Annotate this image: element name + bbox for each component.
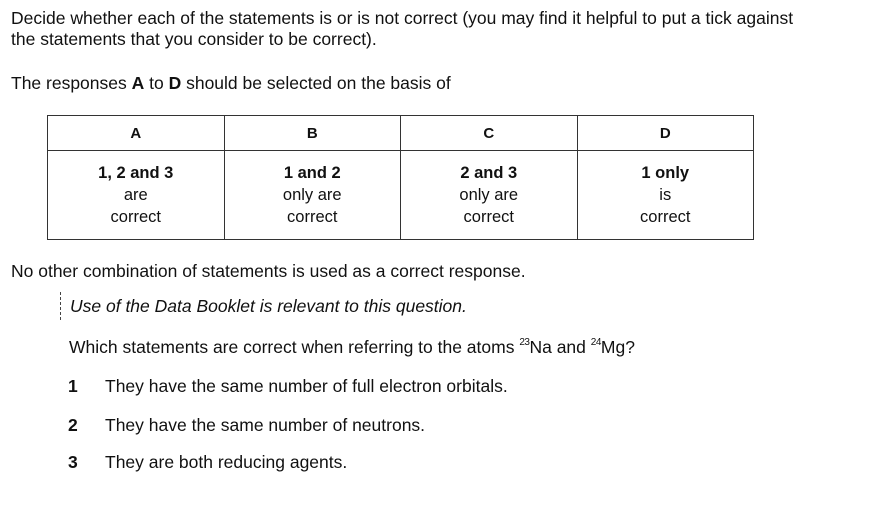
instructions-line-2: the statements that you consider to be correct). bbox=[11, 29, 377, 49]
statement-2-text: They have the same number of neutrons. bbox=[105, 415, 426, 435]
instructions-line-1: Decide whether each of the statements is or is not correct (you may find it helpful to put a tick against bbox=[11, 8, 794, 28]
basis-suffix: should be selected on the basis of bbox=[181, 73, 451, 93]
magnesium-symbol: Mg? bbox=[600, 337, 635, 357]
question-and: and bbox=[551, 337, 591, 357]
response-c-line-1: 2 and 3 bbox=[460, 164, 518, 182]
response-d-line-2: is bbox=[659, 186, 672, 204]
response-header-b: B bbox=[224, 116, 401, 151]
response-a-line-2: are bbox=[123, 186, 148, 204]
basis-letter-a: A bbox=[131, 73, 145, 93]
response-b-line-1: 1 and 2 bbox=[283, 164, 341, 182]
response-cell-c bbox=[401, 151, 578, 240]
response-body-row bbox=[48, 151, 754, 240]
response-header-c: C bbox=[401, 116, 578, 151]
response-d-line-1: 1 only bbox=[641, 164, 690, 182]
response-a-line-3: correct bbox=[110, 208, 161, 226]
basis-to: to bbox=[144, 73, 169, 93]
response-a-line-1: 1, 2 and 3 bbox=[98, 164, 174, 182]
magnesium-mass-number: 24 bbox=[590, 337, 601, 348]
response-key-table bbox=[47, 115, 754, 240]
instructions bbox=[11, 8, 871, 50]
basis-prefix: The responses bbox=[11, 73, 132, 93]
question-text bbox=[69, 337, 635, 361]
statement-1-text: They have the same number of full electron orbitals. bbox=[105, 376, 508, 396]
no-other-combination-note: No other combination of statements is used as a correct response. bbox=[11, 261, 526, 281]
sodium-mass-number: 23 bbox=[519, 337, 530, 348]
response-header-a: A bbox=[48, 116, 225, 151]
response-header-d: D bbox=[577, 116, 754, 151]
data-booklet-note: Use of the Data Booklet is relevant to this question. bbox=[70, 296, 467, 316]
basis-sentence bbox=[11, 73, 451, 94]
response-cell-d bbox=[577, 151, 754, 240]
statement-1-number: 1 bbox=[68, 376, 78, 396]
response-c-line-2: only are bbox=[459, 186, 519, 204]
response-b-line-3: correct bbox=[287, 208, 338, 226]
response-header-row bbox=[48, 116, 754, 151]
response-c-line-3: correct bbox=[463, 208, 514, 226]
sodium-symbol: Na bbox=[529, 337, 552, 357]
statement-2-number: 2 bbox=[68, 415, 78, 435]
response-b-line-2: only are bbox=[282, 186, 342, 204]
margin-dash-line bbox=[60, 292, 61, 320]
response-d-line-3: correct bbox=[640, 208, 691, 226]
statement-3-number: 3 bbox=[68, 452, 78, 472]
question-prefix: Which statements are correct when referring to the atoms bbox=[69, 337, 520, 357]
response-cell-b bbox=[224, 151, 401, 240]
basis-letter-d: D bbox=[168, 73, 182, 93]
response-cell-a bbox=[48, 151, 225, 240]
statement-3-text: They are both reducing agents. bbox=[105, 452, 348, 472]
